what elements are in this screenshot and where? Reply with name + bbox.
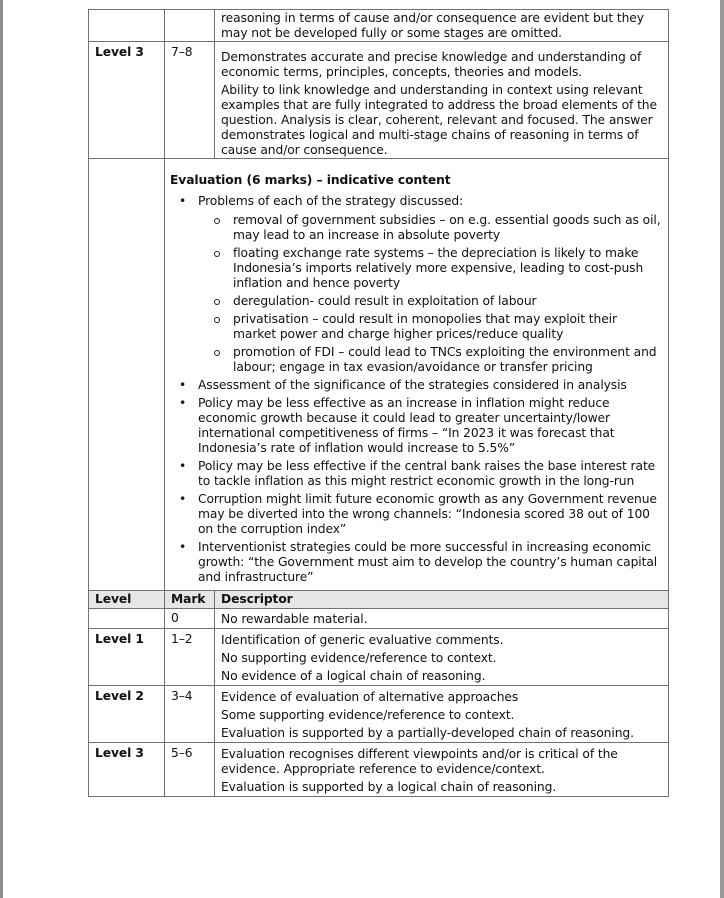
descriptor-text: reasoning in terms of cause and/or consequence are evident but they may not be developed fully or some stages are omitted. [221, 11, 644, 40]
list-item: deregulation- could result in exploitation of labour [198, 294, 662, 309]
bullet-icon: • [179, 378, 187, 392]
mark-cell: 5–6 [165, 743, 215, 797]
column-header-level: Level [89, 591, 165, 609]
descriptor-cell: Evidence of evaluation of alternative approaches Some supporting evidence/reference to context. Evaluation is supported by a partially-developed chain of reasoning. [215, 686, 669, 743]
mark-cell: 3–4 [165, 686, 215, 743]
table-row [89, 629, 669, 686]
descriptor-cell: No rewardable material. [215, 609, 669, 629]
table-row-level-3-analysis [89, 42, 669, 159]
descriptor-cell: Evaluation recognises different viewpoints and/or is critical of the evidence. Appropriate reference to evidence/context. Evaluation is supported by a logical chain of reasoning. [215, 743, 669, 797]
evaluation-heading: Evaluation (6 marks) – indicative content [170, 173, 451, 187]
descriptor-text: Demonstrates accurate and precise knowledge and understanding of economic terms, principles, concepts, theories and models. [221, 50, 642, 79]
level-cell: Level 2 [89, 686, 165, 743]
page-edge-right [720, 0, 724, 898]
hollow-bullet-icon [214, 350, 220, 356]
level-cell: Level 1 [89, 629, 165, 686]
mark-cell: 1–2 [165, 629, 215, 686]
table-row-evaluation-content [89, 159, 669, 591]
mark-scheme-table [88, 9, 669, 797]
descriptor-cell [215, 42, 669, 159]
evaluation-cell [165, 159, 669, 591]
bullet-icon: • [179, 459, 187, 473]
evaluation-bullet-list [170, 194, 662, 585]
sub-bullet-list [198, 213, 662, 375]
mark-cell [165, 10, 215, 42]
list-item: • Interventionist strategies could be more successful in increasing economic growth: “the Government must aim to develop the country’s human capital and infrastructure” [179, 540, 658, 584]
table-row [89, 743, 669, 797]
list-item: • Assessment of the significance of the strategies considered in analysis [179, 378, 627, 392]
list-item: • Corruption might limit future economic growth as any Government revenue may be diverted into the wrong channels: “Indonesia scored 38 out of 100 on the corruption index” [179, 492, 657, 536]
level-cell [89, 609, 165, 629]
mark-cell [165, 42, 215, 159]
list-item: • Problems of each of the strategy discussed: removal of government subsidies – on e.g. essential goods such as oil, may lead to an increase in absolute poverty floating exchange rate systems – the depreciation is likely to make Indonesia’s imports relatively more expensive, leading to cost-push inflation and hence poverty deregulation- could result in exploitation of labour privatisation – could result in monopolies that may exploit their market power and charge higher prices/reduce quality promotion of FDI – could lead to TNCs exploiting the environment and labour; engage in tax evasion/avoidance or transfer pricing [179, 194, 661, 374]
bullet-icon: • [179, 396, 187, 410]
bullet-icon: • [179, 540, 187, 554]
descriptor-cell: Identification of generic evaluative comments. No supporting evidence/reference to context. No evidence of a logical chain of reasoning. [215, 629, 669, 686]
table-row [89, 609, 669, 629]
descriptor-text: Ability to link knowledge and understanding in context using relevant examples that are fully integrated to address the broad elements of the question. Analysis is clear, coherent, relevant and focused. The answer demonstrates logical and multi-stage chains of reasoning in terms of cause and/or consequence. [221, 83, 657, 157]
hollow-bullet-icon [214, 251, 220, 257]
table-row-continuation [89, 10, 669, 42]
level-cell: Level 3 [89, 743, 165, 797]
hollow-bullet-icon [214, 299, 220, 305]
page-edge-left [0, 0, 3, 898]
hollow-bullet-icon [214, 218, 220, 224]
list-item: promotion of FDI – could lead to TNCs exploiting the environment and labour; engage in tax evasion/avoidance or transfer pricing [198, 345, 662, 375]
level-cell [89, 10, 165, 42]
list-item: • Policy may be less effective if the central bank raises the base interest rate to tackle inflation as this might restrict economic growth in the long-run [179, 459, 656, 488]
mark-range: 7–8 [171, 45, 193, 59]
table-row [89, 686, 669, 743]
bullet-icon: • [179, 492, 187, 506]
list-item: removal of government subsidies – on e.g. essential goods such as oil, may lead to an increase in absolute poverty [198, 213, 662, 243]
bullet-icon: • [179, 194, 187, 208]
mark-cell: 0 [165, 609, 215, 629]
hollow-bullet-icon [214, 317, 220, 323]
list-item: privatisation – could result in monopolies that may exploit their market power and charge higher prices/reduce quality [198, 312, 662, 342]
list-item: floating exchange rate systems – the depreciation is likely to make Indonesia’s imports relatively more expensive, leading to cost-push inflation and hence poverty [198, 246, 662, 291]
column-header-mark: Mark [165, 591, 215, 609]
column-header-descriptor: Descriptor [215, 591, 669, 609]
level-cell [89, 42, 165, 159]
level-cell [89, 159, 165, 591]
level-label: Level 3 [95, 45, 144, 59]
list-item: • Policy may be less effective as an increase in inflation might reduce economic growth because it could lead to greater uncertainty/lower international competitiveness of firms – “In 2023 it was forecast that Indonesia’s rate of inflation would increase to 5.5%” [179, 396, 615, 455]
descriptor-cell [215, 10, 669, 42]
table-header-row [89, 591, 669, 609]
